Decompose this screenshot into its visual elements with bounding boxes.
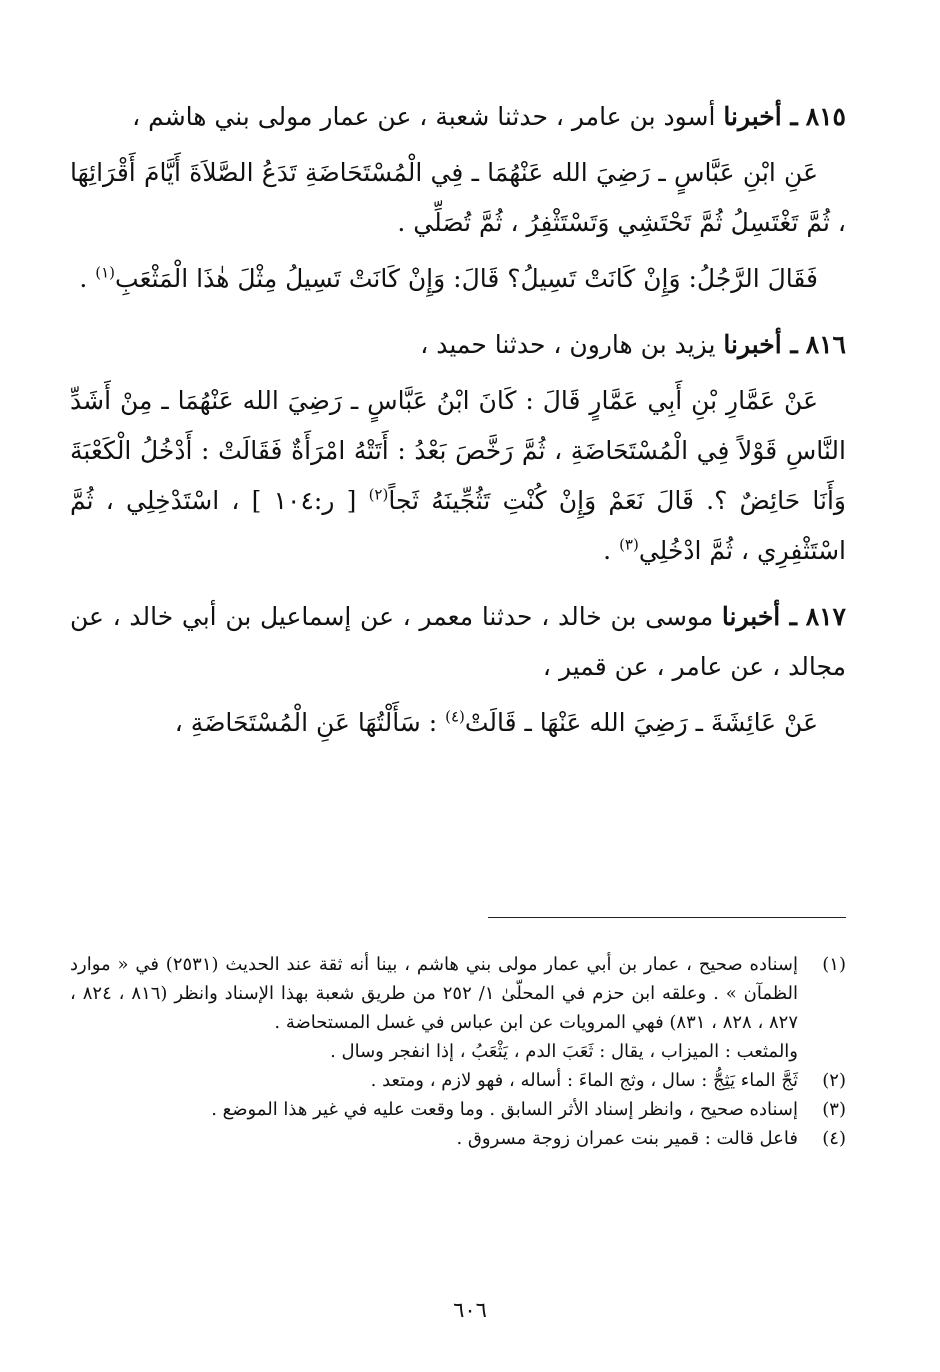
footnote-ref: (٤) xyxy=(445,707,465,726)
footnote-ref: (١) xyxy=(95,263,116,282)
footnotes xyxy=(70,950,846,1153)
footnote-number: (١) xyxy=(822,954,846,975)
page-number: ٦٠٦ xyxy=(453,1298,487,1322)
footnote-number: (٣) xyxy=(822,1099,846,1120)
hadith-number: ٨١٧ xyxy=(805,602,846,631)
matn-text: : سَأَلْتُهَا عَنِ الْمُسْتَحَاضَةِ ، xyxy=(174,708,446,737)
matn-text: فَقَالَ الرَّجُلُ: وَإِنْ كَانَتْ تَسِيلُ؟ قَالَ: وَإِنْ كَانَتْ تَسِيلُ مِثْلَ هٰذَا الْمَثْعَبِ xyxy=(115,264,818,293)
hadith-817-matn xyxy=(70,698,846,748)
hadith-815-isnad: ٨١٥ ـ أخبرنا أسود بن عامر ، حدثنا شعبة ، عن عمار مولى بني هاشم ، xyxy=(132,102,846,131)
footnote-number: (٢) xyxy=(822,1070,846,1091)
hadith-817-isnad: ٨١٧ ـ أخبرنا موسى بن خالد ، حدثنا معمر ، عن إسماعيل بن أبي خالد ، عن مجالد ، عن عامر ، عن قمير ، xyxy=(70,602,846,681)
footnote-2 xyxy=(70,1066,846,1095)
isnad-text: موسى بن خالد ، حدثنا معمر ، عن إسماعيل بن أبي خالد ، عن مجالد ، عن عامر ، عن قمير ، xyxy=(70,602,846,681)
hadith-number: ٨١٦ xyxy=(805,330,846,359)
matn-text: عَنْ عَمَّارِ بْنِ أَبِي عَمَّارٍ قَالَ : كَانَ ابْنُ عَبَّاسٍ ـ رَضِيَ الله عَنْهُمَا ـ مِنْ أَشَدِّ النَّاسِ قَوْلاً فِي الْمُسْتَحَاضَةِ ، ثُمَّ رَخَّصَ بَعْدُ : أَتَتْهُ امْرَأَةٌ فَقَالَتْ : أَدْخُلُ الْكَعْبَةَ وَأَنَا حَائِضٌ ؟. قَالَ نَعَمْ وَإِنْ كُنْتِ تَثُجِّينَهُ ثَجاً xyxy=(70,386,846,515)
isnad-text: يزيد بن هارون ، حدثنا حميد ، xyxy=(420,330,716,359)
footnote-text: فاعل قالت : قمير بنت عمران زوجة مسروق . xyxy=(456,1128,798,1149)
isnad-text: أسود بن عامر ، حدثنا شعبة ، عن عمار مولى بني هاشم ، xyxy=(132,102,716,131)
hadith-815-matn-2: فَقَالَ الرَّجُلُ: وَإِنْ كَانَتْ تَسِيلُ؟ قَالَ: وَإِنْ كَانَتْ تَسِيلُ مِثْلَ هٰذَا الْمَثْعَبِ$^{(١)}$ . xyxy=(79,263,818,293)
matn-text: عَنْ عَائِشَةَ ـ رَضِيَ الله عَنْهَا ـ قَالَتْ xyxy=(464,708,818,737)
hadith-815-matn-1: عَنِ ابْنِ عَبَّاسٍ ـ رَضِيَ الله عَنْهُمَا ـ فِي الْمُسْتَحَاضَةِ تَدَعُ الصَّلاَةَ أَيَّامَ أَقْرَائِهَا ، ثُمَّ تَغْتَسِلُ ثُمَّ تَحْتَشِي وَتَسْتَثْفِرُ ، ثُمَّ تُصَلِّي . xyxy=(70,158,846,237)
hadith-816-matn: عَنْ عَمَّارِ بْنِ أَبِي عَمَّارٍ قَالَ : كَانَ ابْنُ عَبَّاسٍ ـ رَضِيَ الله عَنْهُمَا ـ مِنْ أَشَدِّ النَّاسِ قَوْلاً فِي الْمُسْتَحَاضَةِ ، ثُمَّ رَخَّصَ بَعْدُ : أَتَتْهُ امْرَأَةٌ فَقَالَتْ : أَدْخُلُ الْكَعْبَةَ وَأَنَا حَائِضٌ ؟. قَالَ نَعَمْ وَإِنْ كُنْتِ تَثُجِّينَهُ ثَجاً$^{(٢)}$ [ ر:١٠٤ ] ، اسْتَدْخِلِي ، ثُمَّ اسْتَثْفِرِي ، ثُمَّ ادْخُلِي$^{(٣)}$ . xyxy=(70,386,846,565)
isnad-lead: أخبرنا xyxy=(723,102,782,131)
footnote-number: (٤) xyxy=(822,1128,846,1149)
hadith-816-isnad: ٨١٦ ـ أخبرنا يزيد بن هارون ، حدثنا حميد ، xyxy=(420,330,846,359)
footnote-1-continuation: والمثعب : الميزاب ، يقال : ثَعَبَ الدم ، يَثْعَبُ ، إذا انفجر وسال . xyxy=(330,1041,798,1062)
footnote-ref: (٣) xyxy=(619,535,639,554)
footnote-text: إسناده صحيح ، وانظر إسناد الأثر السابق . وما وقعت عليه في غير هذا الموضع . xyxy=(211,1099,798,1120)
footnote-text: إسناده صحيح ، عمار بن أبي عمار مولى بني هاشم ، بينا أنه ثقة عند الحديث (٢٥٣١) في « موارد الظمآن » . وعلقه ابن حزم في المحلّىٰ ١/ ٢٥٢ من طريق شعبة بهذا الإسناد وانظر (٨١٦ ، ٨٢٤ ، ٨٢٧ ، ٨٢٨ ، ٨٣١) فهي المرويات عن ابن عباس في غسل المستحاضة . xyxy=(70,954,799,1033)
hadith-number: ٨١٥ xyxy=(805,102,846,131)
isnad-lead: أخبرنا xyxy=(721,602,781,631)
footnote-ref: (٢) xyxy=(368,485,389,504)
footnote-text: ثَجَّ الماء يَثِجُّ : سال ، وثج الماءَ : أساله ، فهو لازم ، ومتعد . xyxy=(370,1070,798,1091)
footnote-3 xyxy=(70,1095,846,1124)
footnote-1 xyxy=(70,950,846,1037)
footnote-4 xyxy=(70,1124,846,1153)
isnad-lead: أخبرنا xyxy=(723,330,782,359)
matn-text: [ ر:١٠٤ ] ، اسْتَدْخِلِي ، ثُمَّ اسْتَثْفِرِي ، ثُمَّ ادْخُلِي xyxy=(70,486,846,565)
main-text xyxy=(70,92,846,764)
footnote-divider xyxy=(488,917,846,918)
